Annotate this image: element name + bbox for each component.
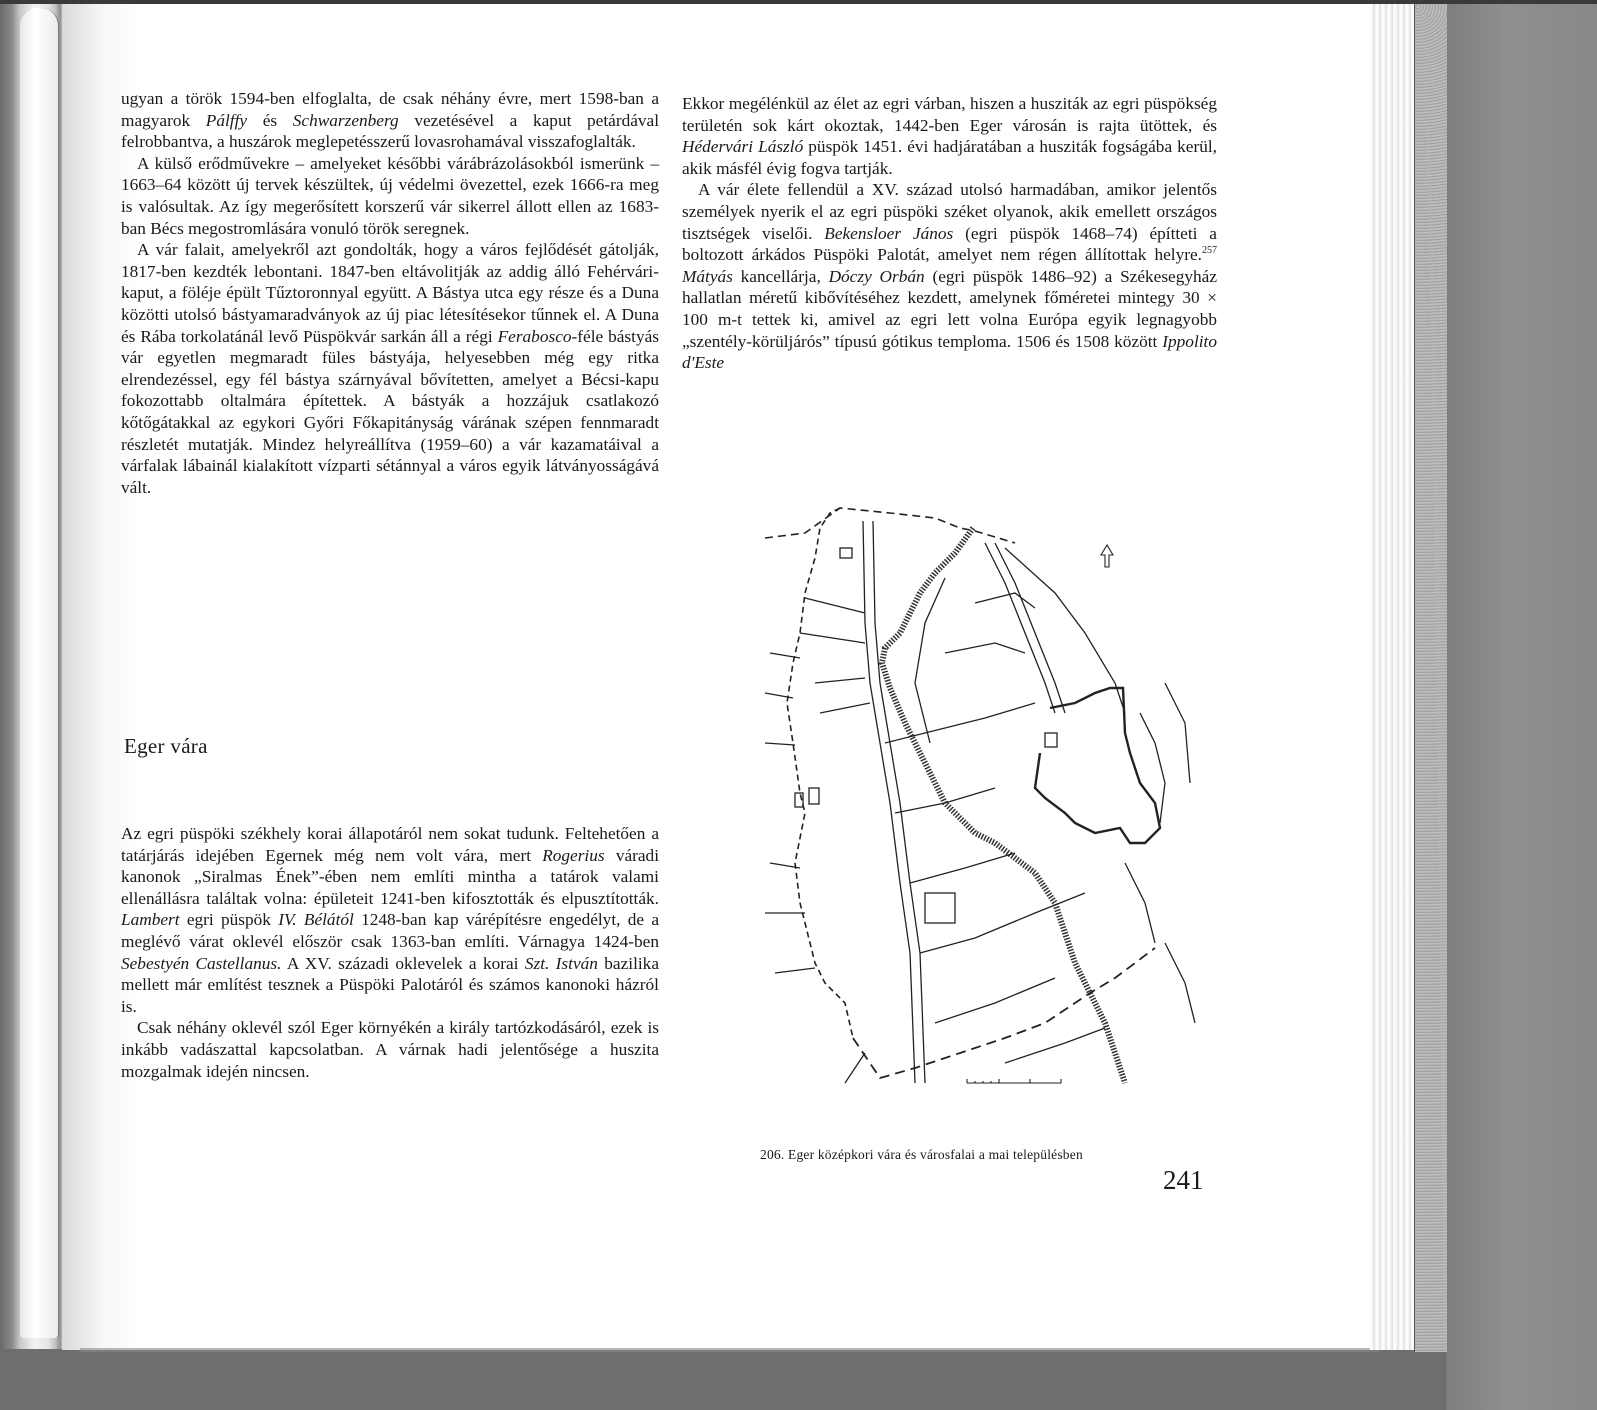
- paragraph: Csak néhány oklevél szól Eger környékén a király tartózkodásáról, ezek is inkább vadászattal kapcsolatban. A várnak hadi jelentősége a huszita mozgalmak idején nincsen.: [121, 1018, 659, 1081]
- paragraph: A külső erődművekre – amelyeket későbbi várábrázolásokból ismerünk – 1663–64 között új tervek készültek, új védelmi övezettel, ezek 1666-ra meg is valósultak. Az így megerősített korszerű vár sikerrel állott ellen az 1683-ban Bécs megostromlására vonuló török seregnek.: [121, 153, 659, 238]
- book-spine-curve: [20, 8, 59, 1338]
- page-bottom-edge: [80, 1348, 1380, 1352]
- north-arrow-icon: [1101, 545, 1113, 567]
- paragraph: Ekkor megélénkül az élet az egri várban, hiszen a husziták az egri püspökség területén sok kárt okoztak, 1442-ben Eger városán is rajta ütöttek, és Hédervári László püspök 1451. évi hadjáratában a husziták fogságába kerül, akik másfél évig fogva tartják.: [682, 94, 1217, 178]
- figure-caption: 206. Eger középkori vára és városfalai a mai településben: [760, 1147, 1083, 1162]
- eger-castle-map-figure: [745, 483, 1205, 1103]
- left-column-text: [121, 88, 659, 498]
- paragraph: Az egri püspöki székhely korai állapotáról nem sokat tudunk. Feltehetően a tatárjárás idejében Egernek még nem volt vára, mert Rogerius váradi kanonok „Siralmas Ének”-ében nem említi mintha a tatárok valami ellenállásra találtak volna: épületeit 1241-ben kifosztották és elpusztították. Lambert egri püspök IV. Bélától 1248-ban kap várépítésre engedélyt, de a meglévő várat oklevél először csak 1363-ban említi. Várnagya 1424-ben Sebestyén Castellanus. A XV. századi oklevelek a korai Szt. István bazilika mellett már említést tesznek a Püspöki Palotáról és számos kanonoki házról is.: [121, 824, 659, 1016]
- scale-bar: [967, 1079, 1061, 1083]
- section-heading: Eger vára: [124, 734, 208, 758]
- paragraph: A vár falait, amelyekről azt gondolták, hogy a város fejlődését gátolják, 1817-ben kezdték lebontani. 1847-ben eltávolitják az addig álló Fehérvári-kaput, a föléje épült Tűztoronnyal együtt. A Bástya utca egy része és a Duna közötti utolsó bástyamaradványok az új piac létesítésekor tűnnek el. A Duna és Rába torkolatánál levő Püspökvár sarkán áll a régi Ferabosco-féle bástyás vár egyetlen megmaradt füles bástyája, helyesebben még egy ritka elrendezéssel, egy fél bástya szárnyával bővítetten, amelyet a Bécsi-kapu fokozottabb oltalmára építettek. A bástyák a hozzájuk csatlakozó kőtőgátakkal az egykori Győri Főkapitányság várának szépen fennmaradt részletét mutatják. Mindez helyreállítva (1959–60) a vár kazamatáival a várfalak lábainál kialakított vízparti sétánnyal a város egyik látványosságává vált.: [121, 240, 659, 497]
- page-number: 241: [1163, 1165, 1204, 1195]
- left-column-text-2: [121, 823, 659, 1082]
- book-cover-edge: [1414, 4, 1447, 1352]
- paragraph: ugyan a török 1594-ben elfoglalta, de csak néhány évre, mert 1598-ban a magyarok Pálffy és Schwarzenberg vezetésével a kaput petárdával felrobbantva, a huszárok meglepetésszerű lovasrohamával visszafoglalták.: [121, 89, 660, 152]
- paragraph: A vár élete fellendül a XV. század utolsó harmadában, amikor jelentős személyek nyerik el az egri püspöki széket olyanok, akik emellett országos tisztségek viselői. Bekensloer János (egri püspök 1468–74) építteti a boltozott árkádos Püspöki Palotát, amelyet nem régen állítottak helyre.$^{257}$ Mátyás kancellárja, Dóczy Orbán (egri püspök 1486–92) a Székesegyház hallatlan méretű kibővítéséhez kezdett, amelynek főméretei mintegy 30 × 100 m-t tettek ki, amivel az egri lett volna Európa egyik legnagyobb „szentély-körüljárós” típusú gótikus temploma. 1506 és 1508 között Ippolito d'Este: [682, 180, 1217, 373]
- scan-backdrop: [1446, 4, 1597, 1410]
- right-column-text: [682, 93, 1217, 374]
- page-edges: [1370, 4, 1416, 1350]
